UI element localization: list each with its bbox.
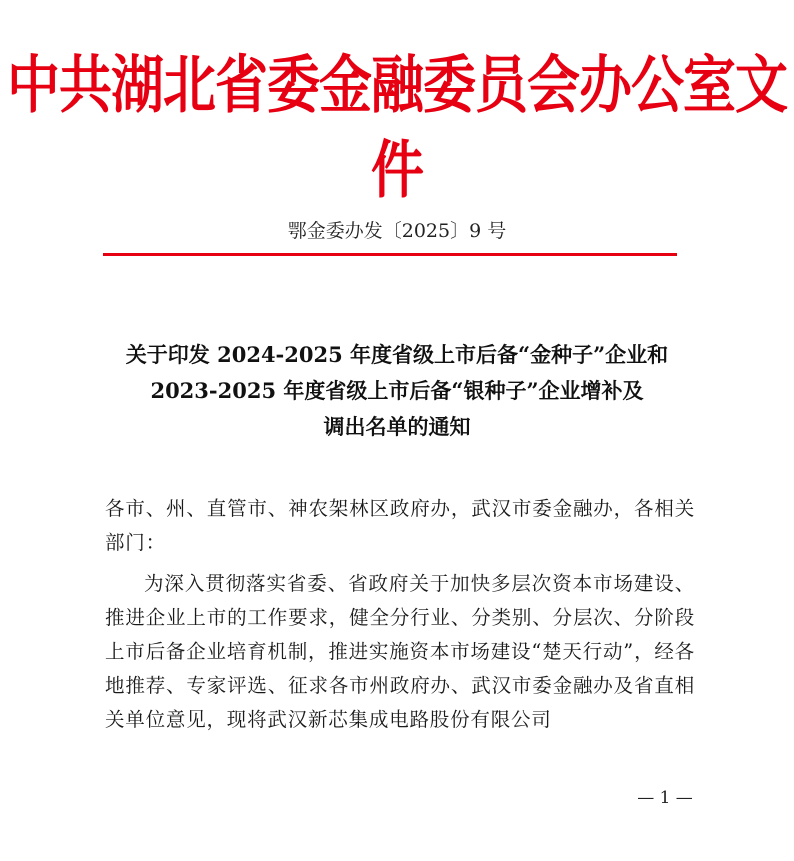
page-number: — 1 — (637, 788, 693, 808)
red-separator-line (103, 253, 677, 256)
document-title (60, 337, 734, 445)
salutation: 各市、州、直管市、神农架林区政府办，武汉市委金融办，各相关部门： (105, 497, 695, 554)
document-masthead: 中共湖北省委金融委员会办公室文件 (7, 49, 787, 207)
title-line-1: 关于印发 2024-2025 年度省级上市后备“金种子”企业和 (125, 342, 669, 367)
title-line-3: 调出名单的通知 (323, 414, 471, 439)
title-line-2: 2023-2025 年度省级上市后备“银种子”企业增补及 (150, 378, 644, 403)
document-number: 鄂金委办发〔2025〕9 号 (287, 220, 507, 242)
body-paragraph: 为深入贯彻落实省委、省政府关于加快多层次资本市场建设、推进企业上市的工作要求，健全分行业、分类别、分层次、分阶段上市后备企业培育机制，推进实施资本市场建设“楚天行动”，经各地推荐、专家评选、征求各市州政府办、武汉市委金融办及省直相关单位意见，现将武汉新芯集成电路股份有限公司 (105, 572, 695, 731)
